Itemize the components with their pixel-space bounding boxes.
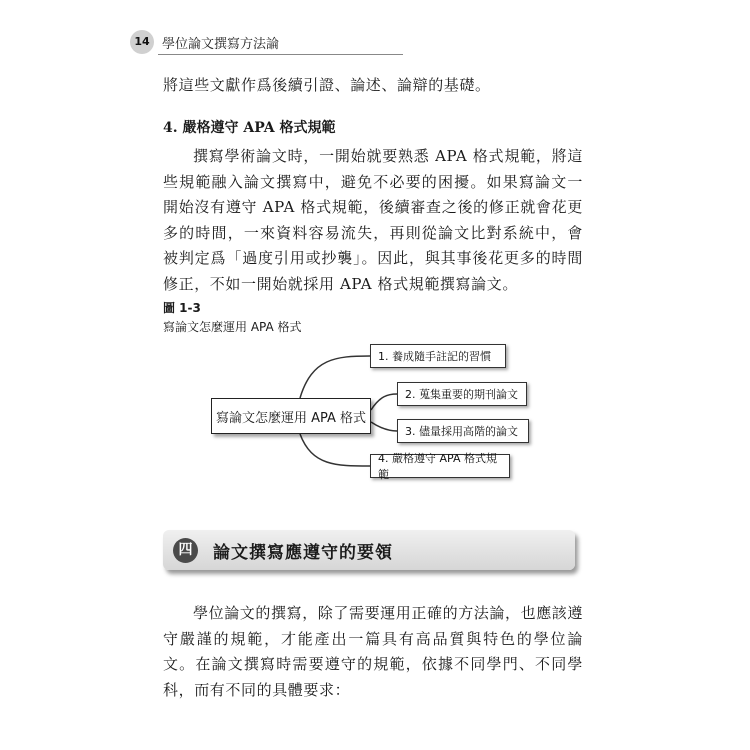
section-banner-title: 論文撰寫應遵守的要領 <box>213 543 393 563</box>
section-number-badge: 四 <box>173 538 198 563</box>
running-header <box>128 28 608 56</box>
mindmap-branch-1: 1. 養成隨手註記的習慣 <box>370 344 506 368</box>
mindmap-branch-4: 4. 嚴格遵守 APA 格式規範 <box>370 454 510 478</box>
connector-3 <box>371 422 397 431</box>
paragraph-bottom: 學位論文的撰寫，除了需要運用正確的方法論，也應該遵守嚴謹的規範，才能產出一篇具有高品質與特色的學位論文。在論文撰寫時需要遵守的規範，依據不同學門、不同學科，而有不同的具體要求： <box>163 604 584 699</box>
header-rule <box>158 54 403 55</box>
paragraph-top: 將這些文獻作爲後續引證、論述、論辯的基礎。 <box>163 76 491 94</box>
figure-caption: 寫論文怎麼運用 APA 格式 <box>163 320 302 334</box>
connector-4 <box>300 434 370 466</box>
connector-1 <box>300 356 370 398</box>
page-number: 14 <box>130 30 154 54</box>
mindmap-branch-2: 2. 蒐集重要的期刊論文 <box>397 382 527 406</box>
mindmap-center-node: 寫論文怎麼運用 APA 格式 <box>211 398 371 434</box>
section-heading: 4. 嚴格遵守 APA 格式規範 <box>163 120 336 136</box>
mindmap-branch-3: 3. 儘量採用高階的論文 <box>397 419 529 443</box>
section-banner <box>163 530 575 570</box>
running-title: 學位論文撰寫方法論 <box>162 37 280 52</box>
section-body: 撰寫學術論文時，一開始就要熟悉 APA 格式規範，將這些規範融入論文撰寫中，避免不必要的困擾。如果寫論文一開始沒有遵守 APA 格式規範，後續審查之後的修正就會花更多的時間，一來資料容易流失，再則從論文比對系統中，會被判定爲「過度引用或抄襲」。因此，與其事後花更多的時間修正，不如一開始就採用 APA 格式規範撰寫論文。 <box>163 147 583 293</box>
connector-2 <box>371 394 397 410</box>
figure-label: 圖 1-3 <box>163 301 201 315</box>
